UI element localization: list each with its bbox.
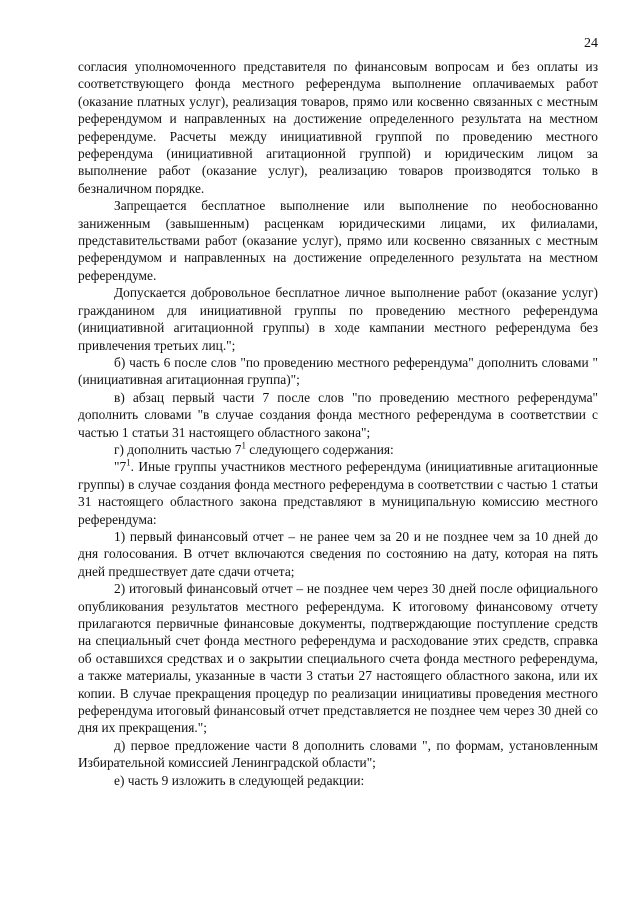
paragraph-text: . Иные группы участников местного референдума (инициативные агитационные группы) в случае создания фонда местного референдума в соответствии с частью 1 статьи 31 настоящего областного закона представляют в муниципальную комиссию местного референдума: xyxy=(78,459,598,527)
superscript: 1 xyxy=(126,457,131,468)
paragraph xyxy=(78,441,598,458)
paragraph: 2) итоговый финансовый отчет – не позднее чем через 30 дней после официального опубликования результатов местного референдума. К итоговому финансовому отчету прилагаются первичные финансовые документы, подтверждающие поступление средств на специальный счет фонда местного референдума и расходование этих средств, справка об оставшихся средствах и о закрытии специального счета фонда местного референдума, а также материалы, указанные в части 3 статьи 27 настоящего областного закона, или их копии. В случае прекращения процедур по реализации инициативы проведения местного референдума итоговый финансовый отчет представляется не позднее чем через 30 дней со дня их прекращения."; xyxy=(78,581,598,736)
paragraph: Запрещается бесплатное выполнение или выполнение по необоснованно заниженным (завышенным) расценкам юридическими лицами, их филиалами, представительствами работ (оказание услуг), прямо или косвенно связанных с местным референдумом и направленных на достижение определенного результата на местном референдуме. xyxy=(78,198,598,283)
paragraph: согласия уполномоченного представителя по финансовым вопросам и без оплаты из соответствующего фонда местного референдума выполнение оплачиваемых работ (оказание платных услуг), реализация товаров, прямо или косвенно связанных с местным референдумом и направленных на достижение определенного результата на местном референдуме. Расчеты между инициативной группой по проведению местного референдума (инициативной агитационной группой) и юридическим лицом за выполнение работ (оказание услуг), реализацию товаров производятся только в безналичном порядке. xyxy=(78,59,598,196)
paragraph: д) первое предложение части 8 дополнить словами ", по формам, установленным Избирательной комиссией Ленинградской области"; xyxy=(78,737,598,771)
page-number: 24 xyxy=(584,36,598,51)
paragraph: 1) первый финансовый отчет – не ранее чем за 20 и не позднее чем за 10 дней до дня голосования. В отчет включаются сведения по состоянию на дату, которая на пять дней предшествует дате сдачи отчета; xyxy=(78,528,598,579)
paragraph: Допускается добровольное бесплатное личное выполнение работ (оказание услуг) гражданином для инициативной группы по проведению местного референдума (инициативной агитационной группы) в ходе кампании местного референдума без привлечения третьих лиц."; xyxy=(78,285,598,353)
paragraph-text: г) дополнить частью 7 xyxy=(114,441,242,457)
superscript: 1 xyxy=(241,440,246,451)
paragraph: в) абзац первый части 7 после слов "по проведению местного референдума" дополнить словами "в случае создания фонда местного референдума в соответствии с частью 1 статьи 31 настоящего областного закона"; xyxy=(78,389,598,440)
paragraph-text: "7 xyxy=(114,459,127,475)
paragraph xyxy=(78,458,598,528)
paragraph: е) часть 9 изложить в следующей редакции: xyxy=(114,772,365,788)
paragraph-text: следующего содержания: xyxy=(245,441,394,457)
document-body xyxy=(78,58,598,789)
paragraph: б) часть 6 после слов "по проведению местного референдума" дополнить словами "(инициативная агитационная группа)"; xyxy=(78,354,598,388)
